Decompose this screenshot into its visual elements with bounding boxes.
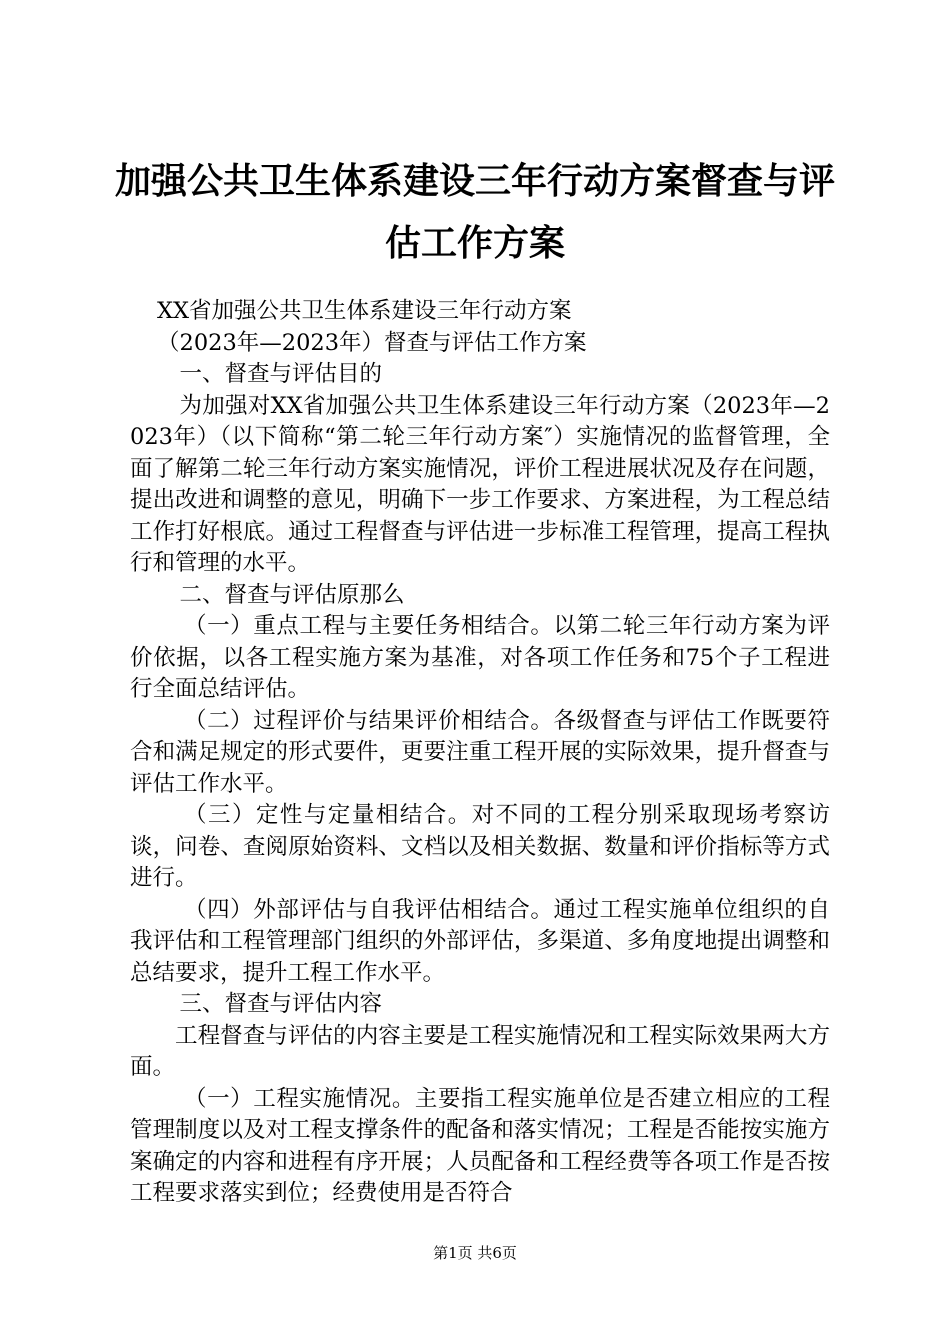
page-number: 第1页 共6页 — [433, 1244, 517, 1262]
paragraph: （一）工程实施情况。主要指工程实施单位是否建立相应的工程管理制度以及对工程支撑条件的配备和落实情况；工程是否能按实施方案确定的内容和进程有序开展；人员配备和工程经费等各项工作是否按工程要求落实到位；经费使用是否符合 — [130, 1085, 830, 1206]
paragraph: （二）过程评价与结果评价相结合。各级督查与评估工作既要符合和满足规定的形式要件，更要注重工程开展的实际效果，提升督查与评估工作水平。 — [130, 707, 830, 797]
paragraph: （一）重点工程与主要任务相结合。以第二轮三年行动方案为评价依据，以各工程实施方案为基准，对各项工作任务和75个子工程进行全面总结评估。 — [130, 613, 830, 702]
paragraph: （四）外部评估与自我评估相结合。通过工程实施单位组织的自我评估和工程管理部门组织的外部评估，多渠道、多角度地提出调整和总结要求，提升工程工作水平。 — [130, 896, 830, 986]
subtitle-line-1: XX省加强公共卫生体系建设三年行动方案 — [157, 298, 572, 324]
subtitle-line-2: （2023年—2023年）督查与评估工作方案 — [157, 329, 587, 356]
section-heading: 三、督查与评估内容 — [179, 991, 383, 1017]
document-title-line-1: 加强公共卫生体系建设三年行动方案督查与评 — [114, 161, 835, 202]
document-body — [130, 296, 830, 1210]
document-title-line-2: 估工作方案 — [384, 223, 565, 264]
paragraph: 为加强对XX省加强公共卫生体系建设三年行动方案（2023年—2023年）（以下简称“第二轮三年行动方案″）实施情况的监督管理，全面了解第二轮三年行动方案实施情况，评价工程进展状况及存在问题，提出改进和调整的意见，明确下一步工作要求、方案进程，为工程总结工作打好根底。通过工程督查与评估进一步标准工程管理，提高工程执行和管理的水平。 — [130, 392, 830, 576]
paragraph: （三）定性与定量相结合。对不同的工程分别采取现场考察访谈，问卷、查阅原始资料、文档以及相关数据、数量和评价指标等方式进行。 — [130, 802, 830, 891]
section-heading: 一、督查与评估目的 — [179, 361, 383, 387]
paragraph: 工程督查与评估的内容主要是工程实施情况和工程实际效果两大方面。 — [130, 1022, 830, 1080]
section-heading: 二、督查与评估原那么 — [179, 581, 405, 608]
